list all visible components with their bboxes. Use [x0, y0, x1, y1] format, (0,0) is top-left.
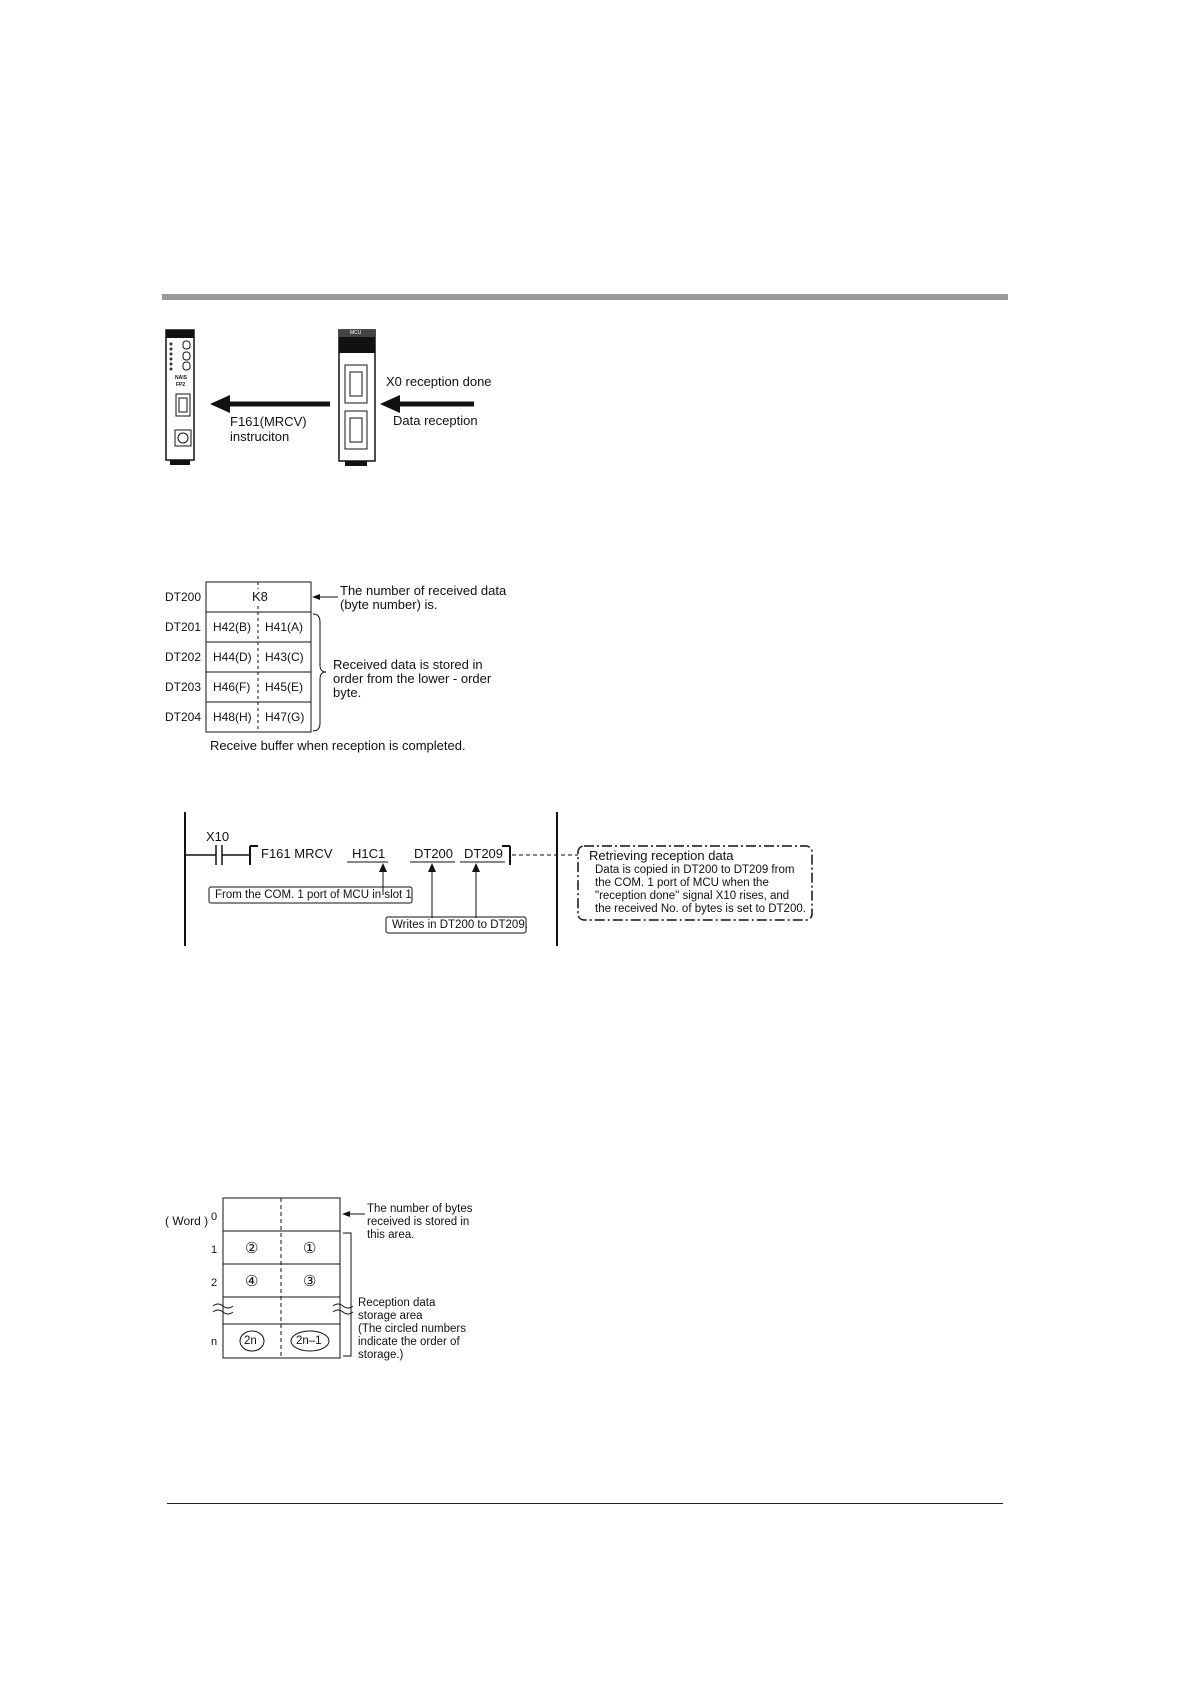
instruction-label-line2: instruciton [230, 429, 290, 444]
word-axis-label: ( Word ) [165, 1214, 209, 1228]
register-dt200: DT200 [165, 590, 202, 604]
word1-low-byte: ① [303, 1240, 317, 1257]
byte-count-note-line2: (byte number) is. [340, 597, 438, 612]
dt201-high-byte: H42(B) [213, 620, 252, 634]
word-index-0: 0 [211, 1211, 218, 1223]
mcu-top-label: MCU [350, 330, 362, 336]
storage-area-note-line4: indicate the order of [358, 1336, 460, 1348]
bytes-note-line3: this area. [367, 1229, 415, 1241]
word2-high-byte: ④ [245, 1273, 259, 1290]
wordn-high-byte: 2n [244, 1335, 257, 1347]
word1-high-byte: ② [245, 1240, 259, 1257]
operand-port: H1C1 [352, 846, 386, 861]
word-index-1: 1 [211, 1244, 218, 1256]
dt204-low-byte: H47(G) [265, 710, 305, 724]
bytes-note-line1: The number of bytes [367, 1203, 473, 1215]
dt204-high-byte: H48(H) [213, 710, 252, 724]
byte-count-value: K8 [252, 589, 268, 604]
dt201-low-byte: H41(A) [265, 620, 304, 634]
data-reception-label: Data reception [393, 413, 478, 428]
storage-area-note-line1: Reception data [358, 1297, 436, 1309]
instruction-label-line1: F161(MRCV) [230, 414, 307, 429]
comment-title: Retrieving reception data [589, 848, 734, 863]
plc-model-label: FP2 [176, 382, 186, 388]
storage-area-note-line2: storage area [358, 1310, 423, 1322]
register-dt203: DT203 [165, 680, 202, 694]
operand-end-register: DT209 [464, 846, 504, 861]
storage-area-note-line5: storage.) [358, 1349, 404, 1361]
register-dt204: DT204 [165, 710, 202, 724]
dt203-low-byte: H45(E) [265, 680, 304, 694]
byte-count-note-line1: The number of received data [340, 583, 507, 598]
comment-line3: "reception done" signal X10 rises, and [595, 890, 790, 902]
register-dt201: DT201 [165, 620, 202, 634]
word2-low-byte: ③ [303, 1273, 317, 1290]
port-source-note: From the COM. 1 port of MCU in slot 1 [215, 889, 412, 901]
destination-note: Writes in DT200 to DT209. [392, 919, 528, 931]
comment-line1: Data is copied in DT200 to DT209 from [595, 864, 795, 876]
dt203-high-byte: H46(F) [213, 680, 251, 694]
storage-order-note-line3: byte. [333, 685, 362, 700]
word-index-2: 2 [211, 1277, 218, 1289]
comment-line2: the COM. 1 port of MCU when the [595, 877, 769, 889]
instruction-name: F161 MRCV [261, 846, 333, 861]
dt202-high-byte: H44(D) [213, 650, 252, 664]
register-dt202: DT202 [165, 650, 202, 664]
dt202-low-byte: H43(C) [265, 650, 304, 664]
storage-order-note-line1: Received data is stored in [333, 657, 483, 672]
plc-brand-label: NAIS [175, 375, 187, 381]
plc-top-label: FP2-C1 [168, 330, 186, 336]
x0-reception-done-label: X0 reception done [386, 374, 492, 389]
word-index-n: n [211, 1336, 218, 1348]
storage-order-note-line2: order from the lower - order [333, 671, 492, 686]
receive-buffer-caption: Receive buffer when reception is completed. [210, 738, 466, 753]
comment-line4: the received No. of bytes is set to DT200. [595, 903, 806, 915]
storage-area-note-line3: (The circled numbers [358, 1323, 467, 1335]
bytes-note-line2: received is stored in [367, 1216, 470, 1228]
operand-start-register: DT200 [414, 846, 454, 861]
contact-x10-label: X10 [206, 829, 230, 844]
footer-rule [167, 1503, 1003, 1504]
wordn-low-byte: 2n–1 [296, 1335, 322, 1347]
